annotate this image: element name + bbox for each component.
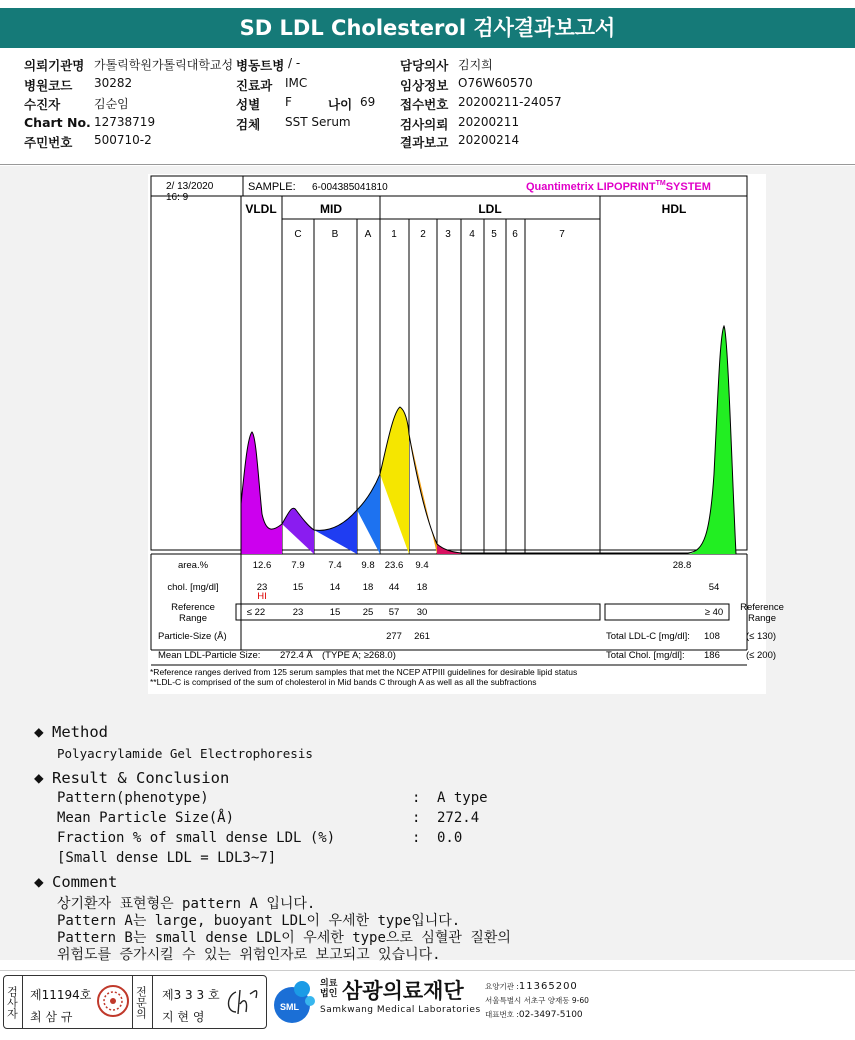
ref-right-label-2: Range [748, 613, 776, 624]
request-label: 검사의뢰 [400, 117, 449, 132]
chol-value: 18 [362, 582, 374, 593]
sig-divider [132, 976, 133, 1028]
chart-label: Chart No. [24, 115, 91, 130]
age-label: 나이 [328, 97, 353, 112]
chol-value: 14 [329, 582, 341, 593]
area-value: 7.4 [328, 560, 342, 571]
dept-label: 진료과 [236, 78, 273, 93]
request-value: 20200211 [458, 115, 520, 129]
pattern-label: Pattern(phenotype) [57, 790, 209, 806]
ward-label: 병동트병 [236, 58, 285, 73]
pattern-value: A type [437, 790, 488, 806]
lipoprint-graphic [148, 174, 784, 694]
hospital-code-label: 병원코드 [24, 78, 73, 93]
group-hdl: HDL [661, 202, 687, 216]
sample-label: SAMPLE: [248, 181, 296, 193]
footer [0, 970, 855, 1040]
specimen-label: 검체 [236, 117, 261, 132]
small-dense-note: [Small dense LDL = LDL3~7] [57, 850, 277, 866]
fraction-value: 0.0 [437, 830, 463, 846]
age-value: 69 [360, 95, 376, 109]
ref-value: 57 [388, 607, 400, 618]
area-value: 9.8 [361, 560, 375, 571]
ref-value: 30 [416, 607, 428, 618]
band-label: C [294, 229, 302, 240]
chol-label: chol. [mg/dl] [167, 582, 219, 593]
lipoprint-report [148, 174, 784, 694]
org-name: 삼광의료재단 [342, 979, 464, 1003]
ward-value: / - [288, 56, 301, 70]
size-colon: : [412, 810, 421, 826]
examiner-name: 최 삼 규 [30, 1010, 73, 1024]
ref-value: 15 [329, 607, 341, 618]
ref-value: 23 [292, 607, 304, 618]
clinical-value: O76W60570 [458, 76, 533, 90]
footnote-2: **LDL-C is comprised of the sum of cholesterol in Mid bands C through A as well as all the subfractions [150, 677, 537, 687]
patient-label: 수진자 [24, 97, 61, 112]
ref-value: 25 [362, 607, 374, 618]
band-label: 3 [445, 229, 451, 240]
divider [0, 164, 855, 165]
particle-size-label: Particle-Size (Å) [158, 631, 227, 642]
examiner-label: 검사자 [5, 986, 19, 1019]
chart-value: 12738719 [94, 115, 156, 129]
specialist-name: 지 현 영 [162, 1010, 205, 1024]
specimen-value: SST Serum [285, 115, 351, 129]
total-chol-ref: (≤ 200) [746, 650, 777, 661]
fraction-colon: : [412, 830, 421, 846]
area-label: area.% [177, 560, 209, 571]
comment-heading: ◆ Comment [34, 872, 118, 891]
report-title: SD LDL Cholesterol 검사결과보고서 [0, 8, 855, 48]
id-value: 500710-2 [94, 133, 152, 147]
electrophoresis-curve [241, 326, 736, 554]
mean-type: (TYPE A; ≥268.0) [322, 650, 396, 661]
address: 서울특별시 서초구 양재동 9-60 [485, 996, 589, 1005]
sig-divider [152, 976, 153, 1028]
size-label: Mean Particle Size(Å) [57, 810, 235, 826]
band-label: 6 [512, 229, 518, 240]
institution-label: 의뢰기관명 [24, 58, 85, 73]
institution-value: 가톨릭학원가톨릭대학교성 [94, 58, 234, 72]
ldl-1-band [380, 407, 409, 554]
sex-label: 성별 [236, 97, 261, 112]
report-time: 16: 9 [166, 192, 189, 203]
baseline [241, 326, 736, 554]
band-label: 1 [391, 229, 397, 240]
org-prefix: 의료 법인 [320, 979, 338, 999]
total-ldl: 108 [704, 631, 720, 642]
total-ldl-label: Total LDL-C [mg/dl]: [606, 631, 690, 642]
particle-size: 277 [386, 631, 402, 642]
group-ldl: LDL [478, 202, 502, 216]
method-text: Polyacrylamide Gel Electrophoresis [57, 746, 313, 761]
footnote-1: *Reference ranges derived from 125 serum samples that met the NCEP ATPIII guidelines for desirable lipid status [150, 667, 578, 677]
area-hdl: 28.8 [672, 560, 692, 571]
hdl-peak [688, 326, 736, 554]
comment-line: Pattern B는 small dense LDL이 우세한 type으로 심혈관 질환의 [57, 930, 511, 946]
ldl-2-band [409, 434, 437, 554]
doctor-label: 담당의사 [400, 58, 449, 73]
comment-line: 상기환자 표현형은 pattern A 입니다. [57, 896, 316, 912]
area-value: 9.4 [415, 560, 429, 571]
chol-hdl: 54 [708, 582, 720, 593]
ref-right-label-1: Reference [740, 602, 784, 613]
sig-divider [22, 976, 23, 1028]
ref-value: ≤ 22 [246, 607, 266, 618]
sex-value: F [285, 95, 292, 109]
id-label: 주민번호 [24, 135, 73, 150]
ref-hdl: ≥ 40 [704, 607, 724, 618]
area-value: 7.9 [291, 560, 305, 571]
patient-info [24, 56, 844, 156]
data-table [167, 560, 784, 624]
pattern-colon: : [412, 790, 421, 806]
report-date-value: 20200214 [458, 133, 520, 147]
signature-box [3, 975, 267, 1029]
report-date-label: 결과보고 [400, 135, 449, 150]
sml-logo-icon [270, 977, 318, 1025]
group-mid: MID [320, 202, 342, 216]
doctor-value: 김지희 [458, 58, 493, 72]
band-label: B [331, 229, 339, 240]
hospital-code-value: 30282 [94, 76, 133, 90]
size-value: 272.4 [437, 810, 480, 826]
receipt-label: 접수번호 [400, 97, 449, 112]
specialist-no: 제3 3 3 호 [162, 988, 220, 1002]
mean-label: Mean LDL-Particle Size: [158, 650, 261, 661]
comment-line: Pattern A는 large, buoyant LDL이 우세한 type입니다. [57, 913, 461, 929]
examiner-no: 제11194호 [30, 988, 92, 1002]
method-heading: ◆ Method [34, 722, 108, 741]
total-chol-label: Total Chol. [mg/dl]: [606, 650, 685, 661]
mean-value: 272.4 Å [280, 650, 313, 661]
particle-size: 261 [414, 631, 430, 642]
chol-value: 23 [256, 582, 268, 593]
diamond-icon: ◆ [34, 768, 44, 787]
band-label: A [364, 229, 372, 240]
ref-label-1: Reference [171, 602, 215, 613]
band-label: 4 [469, 229, 475, 240]
phone-info: 대표번호 :02-3497-5100 [485, 1010, 583, 1020]
seal-icon [96, 984, 130, 1018]
receipt-value: 20200211-24057 [458, 95, 562, 109]
patient-value: 김순임 [94, 97, 129, 111]
clinical-label: 임상정보 [400, 78, 449, 93]
chol-value: 18 [416, 582, 428, 593]
area-value: 23.6 [384, 560, 404, 571]
chol-value: 44 [388, 582, 400, 593]
mid-a-band [357, 474, 380, 554]
band-label: 5 [491, 229, 497, 240]
svg-text:SML: SML [280, 1002, 299, 1012]
hi-flag: HI [257, 591, 267, 602]
total-ldl-ref: (≤ 130) [746, 631, 777, 642]
org-en: Samkwang Medical Laboratories [320, 1005, 481, 1015]
result-heading: ◆ Result & Conclusion [34, 768, 230, 787]
chol-value: 15 [292, 582, 304, 593]
specialist-label: 전문의 [134, 986, 148, 1019]
report-date: 2/ 13/2020 [166, 181, 214, 192]
diamond-icon: ◆ [34, 872, 44, 891]
total-chol: 186 [704, 650, 720, 661]
area-value: 12.6 [252, 560, 272, 571]
diamond-icon: ◆ [34, 722, 44, 741]
dept-value: IMC [285, 76, 308, 90]
reg-info: 요양기관 :11365200 [485, 981, 578, 992]
band-label: 2 [420, 229, 426, 240]
brand-name: Quantimetrix LIPOPRINT™SYSTEM [526, 180, 711, 193]
summary-table [158, 631, 776, 661]
sample-id: 6-004385041810 [312, 182, 388, 193]
comment-line: 위험도를 증가시킬 수 있는 위험인자로 보고되고 있습니다. [57, 947, 441, 963]
group-vldl: VLDL [245, 202, 277, 216]
signature-icon [222, 986, 262, 1018]
ref-label-2: Range [179, 613, 207, 624]
band-label: 7 [559, 229, 565, 240]
fraction-label: Fraction % of small dense LDL (%) [57, 830, 336, 846]
